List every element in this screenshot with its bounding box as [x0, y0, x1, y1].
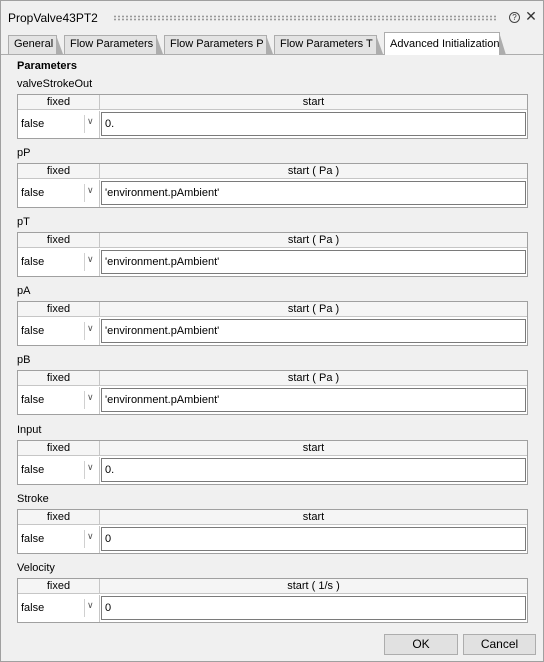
help-icon[interactable]: ? [509, 12, 520, 23]
column-header-fixed: fixed [18, 302, 100, 317]
start-value-input[interactable] [101, 388, 526, 412]
fixed-dropdown[interactable] [18, 180, 100, 207]
fixed-dropdown[interactable] [18, 111, 100, 138]
column-header-start: start ( Pa ) [100, 233, 527, 248]
group-label-stroke: Stroke [17, 493, 49, 505]
column-header-fixed: fixed [18, 579, 100, 594]
cancel-button[interactable]: Cancel [463, 634, 536, 655]
chevron-down-icon[interactable]: ∨ [87, 116, 94, 126]
tab-bar [1, 31, 543, 54]
fixed-dropdown[interactable] [18, 526, 100, 553]
param-table-pp [17, 163, 528, 208]
start-value-input[interactable] [101, 250, 526, 274]
start-value-text: 'environment.pAmbient' [105, 256, 220, 268]
fixed-dropdown-value: false [21, 464, 45, 476]
chevron-down-icon[interactable]: ∨ [87, 462, 94, 472]
dropdown-separator [84, 115, 85, 133]
dropdown-separator [84, 599, 85, 617]
column-header-start: start ( Pa ) [100, 371, 527, 386]
start-value-input[interactable] [101, 181, 526, 205]
title-bar-grip[interactable] [113, 15, 497, 21]
column-header-start: start ( 1/s ) [100, 579, 527, 594]
chevron-down-icon[interactable]: ∨ [87, 323, 94, 333]
tab-flow-parameters[interactable]: Flow Parameters [64, 35, 157, 54]
start-value-text: 0. [105, 118, 115, 130]
start-value-input[interactable] [101, 458, 526, 482]
start-value-text: 'environment.pAmbient' [105, 394, 220, 406]
dropdown-separator [84, 530, 85, 548]
param-table-velocity [17, 578, 528, 623]
start-value-text: 'environment.pAmbient' [105, 325, 220, 337]
start-value-text: 0 [105, 533, 112, 545]
start-value-text: 0. [105, 464, 115, 476]
fixed-dropdown-value: false [21, 118, 45, 130]
chevron-down-icon[interactable]: ∨ [87, 185, 94, 195]
param-table-pb [17, 370, 528, 415]
param-table-input [17, 440, 528, 485]
column-header-start: start ( Pa ) [100, 164, 527, 179]
fixed-dropdown[interactable] [18, 457, 100, 484]
column-header-start: start [100, 510, 527, 525]
start-value-input[interactable] [101, 527, 526, 551]
param-table-pa [17, 301, 528, 346]
chevron-down-icon[interactable]: ∨ [87, 600, 94, 610]
param-table-pt [17, 232, 528, 277]
dropdown-separator [84, 322, 85, 340]
start-value-input[interactable] [101, 596, 526, 620]
tab-flow-parameters-p[interactable]: Flow Parameters P [164, 35, 267, 54]
column-header-fixed: fixed [18, 95, 100, 110]
param-table-valvestrokeout [17, 94, 528, 139]
group-label-pb: pB [17, 354, 31, 366]
start-value-input[interactable] [101, 112, 526, 136]
chevron-down-icon[interactable]: ∨ [87, 392, 94, 402]
group-label-pa: pA [17, 285, 31, 297]
column-header-fixed: fixed [18, 371, 100, 386]
group-label-pp: pP [17, 147, 31, 159]
dropdown-separator [84, 184, 85, 202]
tab-advanced-initialization[interactable]: Advanced Initialization [384, 32, 500, 55]
dropdown-separator [84, 253, 85, 271]
section-title: Parameters [17, 60, 77, 72]
fixed-dropdown-value: false [21, 256, 45, 268]
group-label-input: Input [17, 424, 42, 436]
column-header-fixed: fixed [18, 510, 100, 525]
fixed-dropdown-value: false [21, 602, 45, 614]
fixed-dropdown-value: false [21, 187, 45, 199]
start-value-text: 0 [105, 602, 112, 614]
dialog-footer [1, 627, 543, 661]
fixed-dropdown[interactable] [18, 249, 100, 276]
column-header-fixed: fixed [18, 441, 100, 456]
fixed-dropdown-value: false [21, 325, 45, 337]
group-label-valvestrokeout: valveStrokeOut [17, 78, 93, 90]
start-value-text: 'environment.pAmbient' [105, 187, 220, 199]
column-header-fixed: fixed [18, 164, 100, 179]
window-title: PropValve43PT2 [8, 11, 98, 25]
tab-flow-parameters-t[interactable]: Flow Parameters T [274, 35, 377, 54]
ok-button[interactable]: OK [384, 634, 458, 655]
title-bar[interactable] [1, 1, 543, 31]
tab-general[interactable]: General [8, 35, 57, 54]
fixed-dropdown[interactable] [18, 318, 100, 345]
fixed-dropdown-value: false [21, 533, 45, 545]
close-icon[interactable]: ✕ [525, 8, 537, 24]
dropdown-separator [84, 461, 85, 479]
tab-content-advanced-initialization [1, 55, 543, 627]
column-header-fixed: fixed [18, 233, 100, 248]
fixed-dropdown[interactable] [18, 595, 100, 622]
chevron-down-icon[interactable]: ∨ [87, 531, 94, 541]
start-value-input[interactable] [101, 319, 526, 343]
group-label-pt: pT [17, 216, 30, 228]
param-table-stroke [17, 509, 528, 554]
column-header-start: start [100, 441, 527, 456]
column-header-start: start ( Pa ) [100, 302, 527, 317]
fixed-dropdown[interactable] [18, 387, 100, 414]
chevron-down-icon[interactable]: ∨ [87, 254, 94, 264]
dropdown-separator [84, 391, 85, 409]
group-label-velocity: Velocity [17, 562, 55, 574]
fixed-dropdown-value: false [21, 394, 45, 406]
column-header-start: start [100, 95, 527, 110]
